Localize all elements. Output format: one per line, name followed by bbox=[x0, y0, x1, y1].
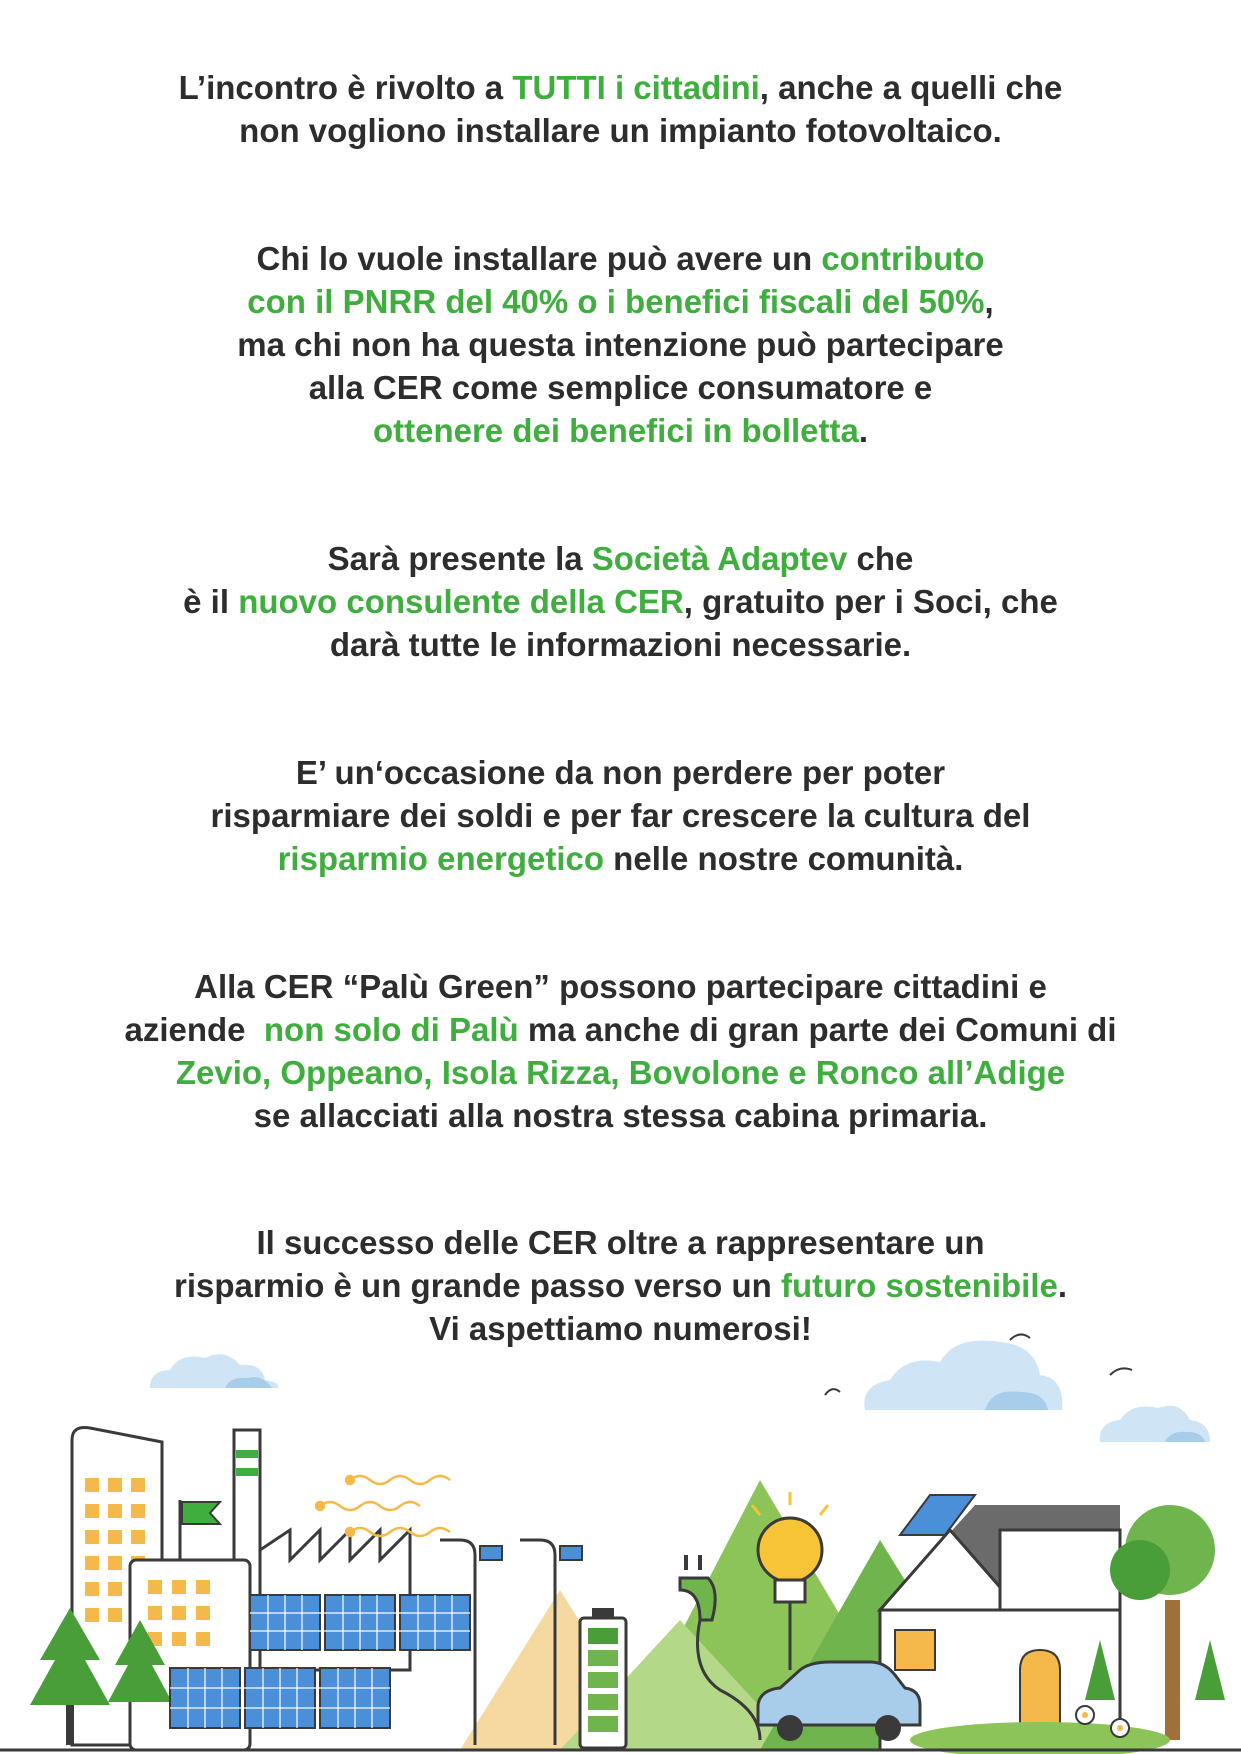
cloud-icon bbox=[150, 1354, 278, 1388]
text-line: Chi lo vuole installare può avere un contributo bbox=[256, 240, 985, 277]
smoke-lines bbox=[316, 1476, 450, 1536]
paragraph-intro bbox=[0, 66, 1241, 152]
text-line: se allacciati alla nostra stessa cabina primaria. bbox=[253, 1097, 988, 1134]
paragraph-consultant bbox=[0, 537, 1241, 666]
cloud-icon bbox=[1100, 1406, 1210, 1442]
flag-icon bbox=[180, 1500, 220, 1560]
paragraph-participants bbox=[0, 965, 1241, 1137]
text-line: ottenere dei benefici in bolletta. bbox=[372, 412, 869, 449]
highlight: contributo bbox=[821, 240, 985, 277]
highlight: futuro sostenibile bbox=[781, 1267, 1058, 1304]
highlight: TUTTI i cittadini bbox=[512, 69, 760, 106]
text-line: Sarà presente la Società Adaptev che bbox=[327, 540, 914, 577]
green-energy-illustration bbox=[0, 1330, 1241, 1754]
text-line: Zevio, Oppeano, Isola Rizza, Bovolone e Ronco all’Adige bbox=[175, 1054, 1066, 1091]
text-line: aziende non solo di Palù ma anche di gran parte dei Comuni di bbox=[124, 1011, 1117, 1048]
text-line: risparmiare dei soldi e per far crescere la cultura del bbox=[210, 797, 1031, 834]
text-line: Vi aspettiamo numerosi! bbox=[429, 1310, 812, 1347]
highlight: non solo di Palù bbox=[263, 1011, 519, 1048]
paragraph-contribution bbox=[0, 237, 1241, 452]
text-line: risparmio energetico nelle nostre comunità. bbox=[277, 840, 964, 877]
paragraph-opportunity bbox=[0, 751, 1241, 880]
text-line: Alla CER “Palù Green” possono partecipare cittadini e bbox=[194, 968, 1047, 1005]
text-line: darà tutte le informazioni necessarie. bbox=[329, 626, 912, 663]
text-line: Il successo delle CER oltre a rappresentare un bbox=[256, 1224, 985, 1261]
text-line: ma chi non ha questa intenzione può partecipare bbox=[237, 326, 1004, 363]
battery-icon bbox=[580, 1608, 626, 1748]
text-line: non vogliono installare un impianto fotovoltaico. bbox=[239, 112, 1002, 149]
text-line: alla CER come semplice consumatore e bbox=[308, 369, 933, 406]
highlight: ottenere dei benefici in bolletta bbox=[372, 412, 859, 449]
text-line: L’incontro è rivolto a TUTTI i cittadini, anche a quelli che bbox=[178, 69, 1063, 106]
highlight: Società Adaptev bbox=[591, 540, 848, 577]
cloud-icon bbox=[864, 1341, 1062, 1410]
text-line: è il nuovo consulente della CER, gratuito per i Soci, che bbox=[183, 583, 1058, 620]
highlight: nuovo consulente della CER bbox=[238, 583, 684, 620]
text-line: risparmio è un grande passo verso un futuro sostenibile. bbox=[173, 1267, 1068, 1304]
text-line: con il PNRR del 40% o i benefici fiscali del 50%, bbox=[247, 283, 994, 320]
highlight: con il PNRR del 40% o i benefici fiscali del 50% bbox=[247, 283, 985, 320]
text-line: E’ un‘occasione da non perdere per poter bbox=[295, 754, 946, 791]
highlight: risparmio energetico bbox=[277, 840, 605, 877]
